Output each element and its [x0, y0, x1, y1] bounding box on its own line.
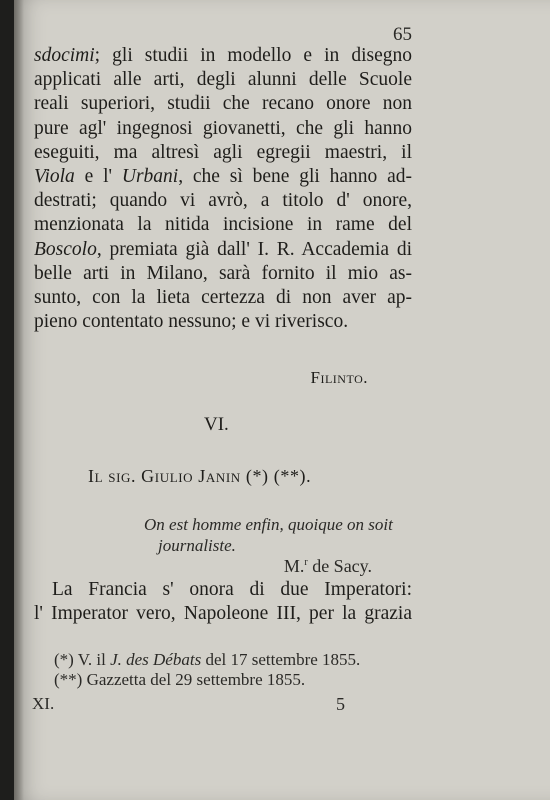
text-line: reali superiori, studii che recano onore non — [34, 93, 412, 115]
section-title: Il sig. Giulio Janin (*) (**). — [88, 466, 312, 486]
book-page — [14, 0, 550, 800]
page-number: 65 — [393, 24, 412, 45]
author-signature: Filinto. — [310, 368, 368, 387]
text-line: pure agl' ingegnosi giovanetti, che gli hanno — [34, 117, 412, 139]
text-line: menzionata la nitida incisione in rame del — [34, 214, 412, 236]
paragraph-continued — [34, 44, 412, 334]
printer-signature-mark: XI. — [32, 694, 55, 713]
sheet-number: 5 — [336, 694, 345, 714]
epigraph-author: M.$^r$ de Sacy. — [283, 556, 372, 576]
footnotes — [54, 650, 414, 690]
text-line: belle arti in Milano, sarà fornito il mio as- — [34, 262, 412, 284]
text-line: pieno contentato nessuno; e vi riverisco. — [34, 311, 349, 333]
text-line: La Francia s' onora di due Imperatori: — [52, 579, 412, 600]
epigraph-line: journaliste. — [158, 536, 236, 555]
text-line: sunto, con la lieta certezza di non aver ap- — [34, 286, 412, 308]
text-line: eseguiti, ma altresì agli egregii maestri, il — [34, 141, 412, 163]
text-line: destrati; quando vi avrò, a titolo d' onore, — [34, 190, 412, 212]
epigraph — [144, 514, 412, 556]
footnote: (*) V. il J. des Débats del 17 settembre 1855. — [54, 650, 361, 669]
text-line: l' Imperator vero, Napoleone III, per la grazia — [34, 603, 412, 625]
text-line: Viola e l' Urbani, che sì bene gli hanno ad- — [34, 165, 413, 187]
text-line: applicati alle arti, degli alunni delle Scuole — [34, 69, 412, 91]
footnote: (**) Gazzetta del 29 settembre 1855. — [54, 670, 306, 689]
text-line: sdocimi; gli studii in modello e in disegno — [34, 45, 412, 66]
text-line: Boscolo, premiata già dall' I. R. Accademia di — [34, 238, 412, 260]
epigraph-line: On est homme enfin, quoique on soit — [144, 515, 393, 534]
paragraph-new — [34, 578, 412, 626]
section-number: VI. — [204, 414, 229, 435]
